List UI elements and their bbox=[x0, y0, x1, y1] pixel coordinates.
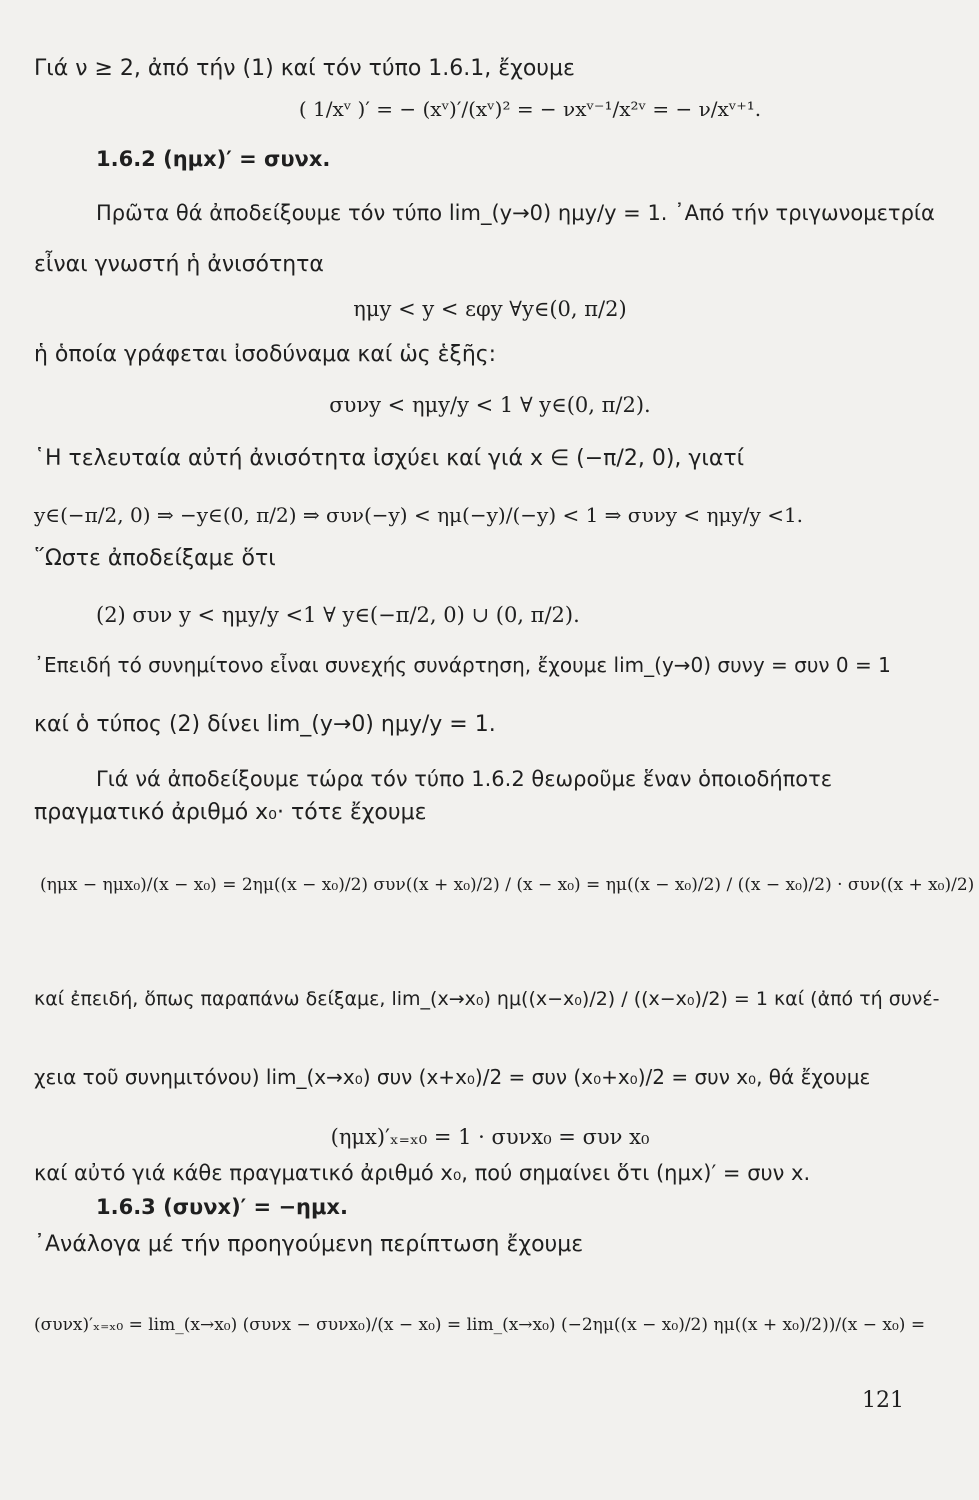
text-line: εἶναι γνωστή ἡ ἀνισότητα bbox=[34, 252, 324, 277]
text-line: ῾Η τελευταία αὐτή ἀνισότητα ἰσχύει καί γιά x ∈ (−π/2, 0), γιατί bbox=[34, 446, 745, 471]
page-number: 121 bbox=[862, 1388, 904, 1413]
text-line: καί αὐτό γιά κάθε πραγματικό ἀριθμό x₀, πού σημαίνει ὅτι (ημx)′ = συν x. bbox=[34, 1161, 811, 1185]
section-heading-1-6-3: 1.6.3 (συνx)′ = −ημx. bbox=[96, 1195, 348, 1219]
text-line: χεια τοῦ συνημιτόνου) lim_(x→x₀) συν (x+x₀)/2 = συν (x₀+x₀)/2 = συν x₀, θά ἔχουμε bbox=[34, 1065, 871, 1089]
text-line: ῞Ωστε ἀποδείξαμε ὅτι bbox=[34, 546, 276, 571]
equation-reciprocal-derivative: ( 1/xᵛ )′ = − (xᵛ)′/(xᵛ)² = − νxᵛ⁻¹/x²ᵛ = − ν/xᵛ⁺¹. bbox=[298, 97, 762, 121]
text-line: καί ἐπειδή, ὅπως παραπάνω δείξαμε, lim_(x→x₀) ημ((x−x₀)/2) / ((x−x₀)/2) = 1 καί (ἀπό τή συνέ- bbox=[34, 988, 940, 1010]
section-heading-1-6-2: 1.6.2 (ημx)′ = συνx. bbox=[96, 147, 331, 171]
text-line: Πρῶτα θά ἀποδείξουμε τόν τύπο lim_(y→0) ημy/y = 1. ᾿Από τήν τριγωνομετρία bbox=[96, 201, 935, 225]
text-line: Γιά νά ἀποδείξουμε τώρα τόν τύπο 1.6.2 θεωροῦμε ἕναν ὁποιοδήποτε bbox=[96, 767, 833, 791]
text-line: ἡ ὁποία γράφεται ἰσοδύναμα καί ὡς ἑξῆς: bbox=[34, 342, 497, 367]
equation-difference-quotient-sine: (ημx − ημx₀)/(x − x₀) = 2ημ((x − x₀)/2) συν((x + x₀)/2) / (x − x₀) = ημ((x − x₀)/2) / ((x − x₀)/2) · συν((x + x₀)/2) bbox=[40, 875, 975, 895]
text-line: ᾿Επειδή τό συνημίτονο εἶναι συνεχής συνάρτηση, ἔχουμε lim_(y→0) συνy = συν 0 = 1 bbox=[34, 653, 891, 677]
equation-2: (2) συν y < ημy/y <1 ∀ y∈(−π/2, 0) ∪ (0, π/2). bbox=[96, 603, 580, 627]
equation-inequality-3: y∈(−π/2, 0) ⇒ −y∈(0, π/2) ⇒ συν(−y) < ημ(−y)/(−y) < 1 ⇒ συνy < ημy/y <1. bbox=[34, 503, 804, 527]
equation-inequality-2: συνy < ημy/y < 1 ∀ y∈(0, π/2). bbox=[329, 393, 651, 417]
text-line: καί ὁ τύπος (2) δίνει lim_(y→0) ημy/y = 1. bbox=[34, 712, 496, 737]
equation-inequality-1: ημy < y < εφy ∀y∈(0, π/2) bbox=[353, 297, 627, 321]
equation-sine-derivative-at-x0: (ημx)′ₓ₌ₓ₀ = 1 · συνx₀ = συν x₀ bbox=[330, 1125, 650, 1149]
text-line: Γιά ν ≥ 2, ἀπό τήν (1) καί τόν τύπο 1.6.1, ἔχουμε bbox=[34, 56, 575, 81]
text-line: πραγματικό ἀριθμό x₀· τότε ἔχουμε bbox=[34, 800, 427, 825]
equation-cosine-derivative: (συνx)′ₓ₌ₓ₀ = lim_(x→x₀) (συνx − συνx₀)/(x − x₀) = lim_(x→x₀) (−2ημ((x − x₀)/2) ημ((x + x₀)/2))/(x − x₀) = bbox=[34, 1315, 926, 1335]
text-line: ᾿Ανάλογα μέ τήν προηγούμενη περίπτωση ἔχουμε bbox=[34, 1232, 584, 1257]
